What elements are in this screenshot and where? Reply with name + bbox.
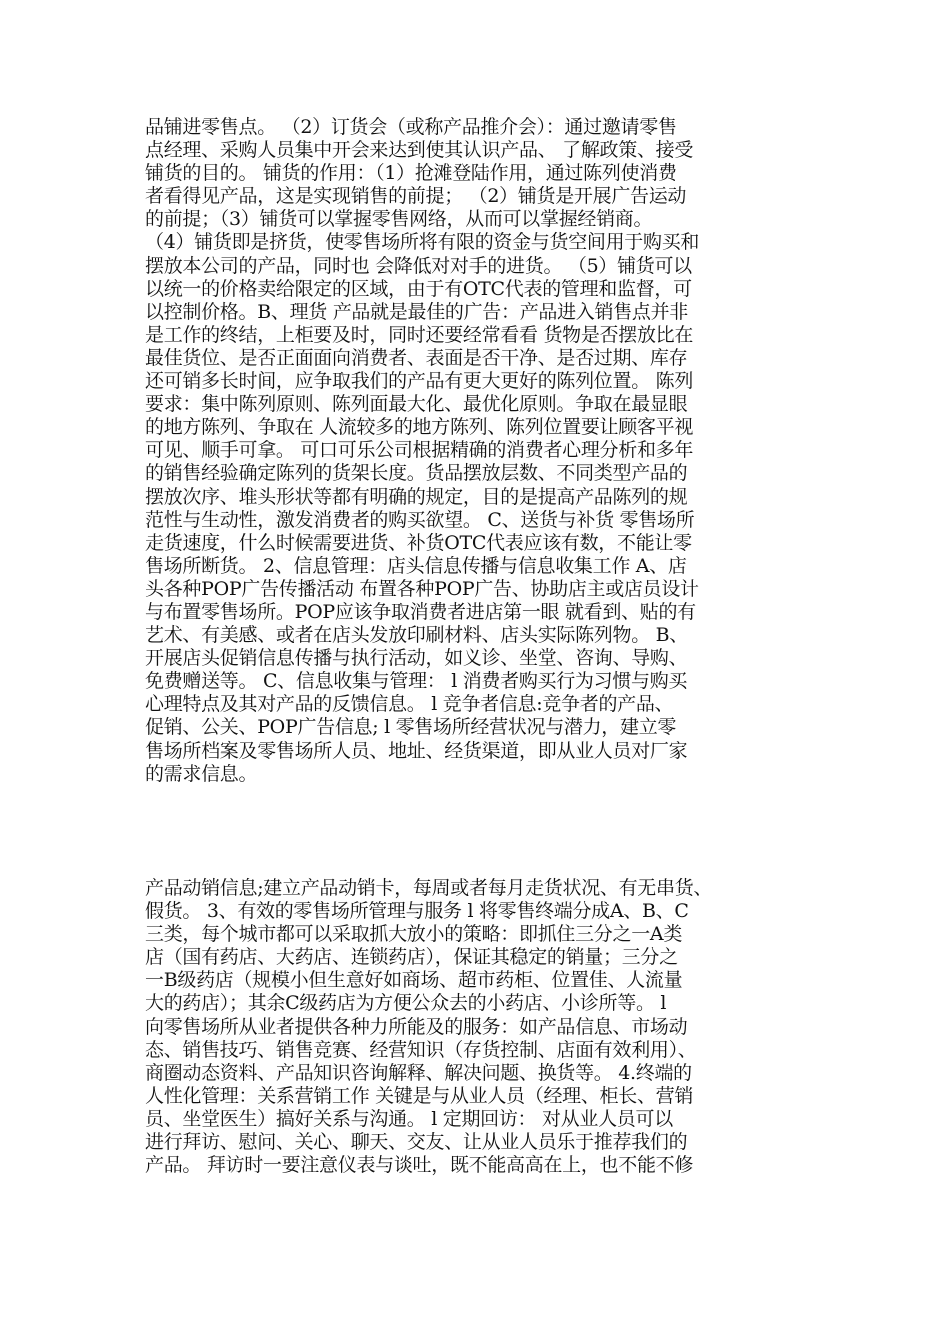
- text-line: 产品。 拜访时一要注意仪表与谈吐，既不能高高在上，也不能不修: [145, 1154, 694, 1177]
- text-line: 的前提；（3）铺货可以掌握零售网络，从而可以掌握经销商。: [145, 208, 653, 231]
- text-line: 一B级药店（规模小但生意好如商场、超市药柜、位置佳、人流量: [145, 969, 683, 992]
- text-line: 开展店头促销信息传播与执行活动，如义诊、坐堂、咨询、导购、: [145, 647, 688, 670]
- text-line: 走货速度，什么时候需要进货、补货OTC代表应该有数，不能让零: [145, 531, 692, 554]
- text-line: 产品动销信息;建立产品动销卡，每周或者每月走货状况、有无串货、: [145, 877, 713, 899]
- text-line: 假货。 3、有效的零售场所管理与服务 l 将零售终端分成A、B、C: [145, 900, 689, 923]
- text-line: 还可销多长时间，应争取我们的产品有更大更好的陈列位置。 陈列: [145, 370, 694, 393]
- text-line: 员、坐堂医生）搞好关系与沟通。 l 定期回访： 对从业人员可以: [145, 1107, 673, 1130]
- text-line: 商圈动态资料、产品知识咨询解释、解决问题、换货等。 4.终端的: [145, 1061, 692, 1084]
- text-line: 心理特点及其对产品的反馈信息。 l 竞争者信息:竞争者的产品、: [145, 693, 674, 716]
- text-line: 店（国有药店、大药店、连锁药店），保证其稳定的销量；三分之: [145, 946, 678, 969]
- text-line: 艺术、有美感、或者在店头发放印刷材料、店头实际陈列物。 B、: [145, 624, 689, 647]
- text-line: 是工作的终结，上柜要及时，同时还要经常看看 货物是否摆放比在: [145, 323, 694, 346]
- text-line: 摆放次序、堆头形状等都有明确的规定，目的是提高产品陈列的规: [145, 485, 688, 508]
- text-line: 以统一的价格卖给限定的区域，由于有OTC代表的管理和监督，可: [145, 277, 692, 300]
- text-line: 点经理、采购人员集中开会来达到使其认识产品、 了解政策、接受: [145, 139, 694, 162]
- text-line: 铺货的目的。 铺货的作用：（1）抢滩登陆作用，通过陈列使消费: [145, 162, 677, 185]
- text-line: 人性化管理：关系营销工作 关键是与从业人员（经理、柜长、营销: [145, 1084, 694, 1107]
- text-line: 以控制价格。B、理货 产品就是最佳的广告：产品进入销售点并非: [145, 300, 689, 323]
- paragraph-1: [145, 116, 810, 786]
- text-line: 与布置零售场所。POP应该争取消费者进店第一眼 就看到、贴的有: [145, 600, 696, 623]
- text-line: 要求：集中陈列原则、陈列面最大化、最优化原则。争取在最显眼: [145, 393, 688, 416]
- text-line: 免费赠送等。 C、信息收集与管理： l 消费者购买行为习惯与购买: [145, 670, 688, 693]
- text-line: 促销、公关、POP广告信息; l 零售场所经营状况与潜力，建立零: [145, 716, 677, 739]
- text-line: 态、销售技巧、销售竞赛、经营知识（存货控制、店面有效利用）、: [145, 1038, 697, 1061]
- text-line: 的地方陈列、争取在 人流较多的地方陈列、陈列位置要让顾客平视: [145, 416, 694, 439]
- text-line: 摆放本公司的产品，同时也 会降低对对手的进货。 （5）铺货可以: [145, 254, 692, 277]
- text-line: 品铺进零售点。 （2）订货会（或称产品推介会）：通过邀请零售: [145, 116, 677, 138]
- text-line: 者看得见产品，这是实现销售的前提； （2）铺货是开展广告运动: [145, 185, 687, 208]
- text-line: 可见、顺手可拿。 可口可乐公司根据精确的消费者心理分析和多年: [145, 439, 694, 462]
- text-line: 进行拜访、慰问、关心、聊天、交友、让从业人员乐于推荐我们的: [145, 1131, 688, 1154]
- text-line: 的销售经验确定陈列的货架长度。货品摆放层数、不同类型产品的: [145, 462, 688, 485]
- text-line: 头各种POP广告传播活动 布置各种POP广告、协助店主或店员设计: [145, 577, 699, 600]
- text-line: 三类，每个城市都可以采取抓大放小的策略：即抓住三分之一A类: [145, 923, 683, 946]
- text-line: 的需求信息。: [145, 762, 258, 785]
- text-line: 向零售场所从业者提供各种力所能及的服务：如产品信息、市场动: [145, 1015, 688, 1038]
- text-line: 范性与生动性，激发消费者的购买欲望。 C、送货与补货 零售场所: [145, 508, 695, 531]
- text-line: 售场所档案及零售场所人员、地址、经货渠道，即从业人员对厂家: [145, 739, 688, 762]
- text-line: 大的药店）；其余C级药店为方便公众去的小药店、小诊所等。 l: [145, 992, 667, 1015]
- paragraph-2: [145, 877, 810, 1177]
- text-line: 售场所断货。 2、信息管理：店头信息传播与信息收集工作 A、店: [145, 554, 687, 577]
- text-line: （4）铺货即是挤货，使零售场所将有限的资金与货空间用于购买和: [145, 231, 700, 254]
- text-line: 最佳货位、是否正面面向消费者、表面是否干净、是否过期、库存: [145, 346, 688, 369]
